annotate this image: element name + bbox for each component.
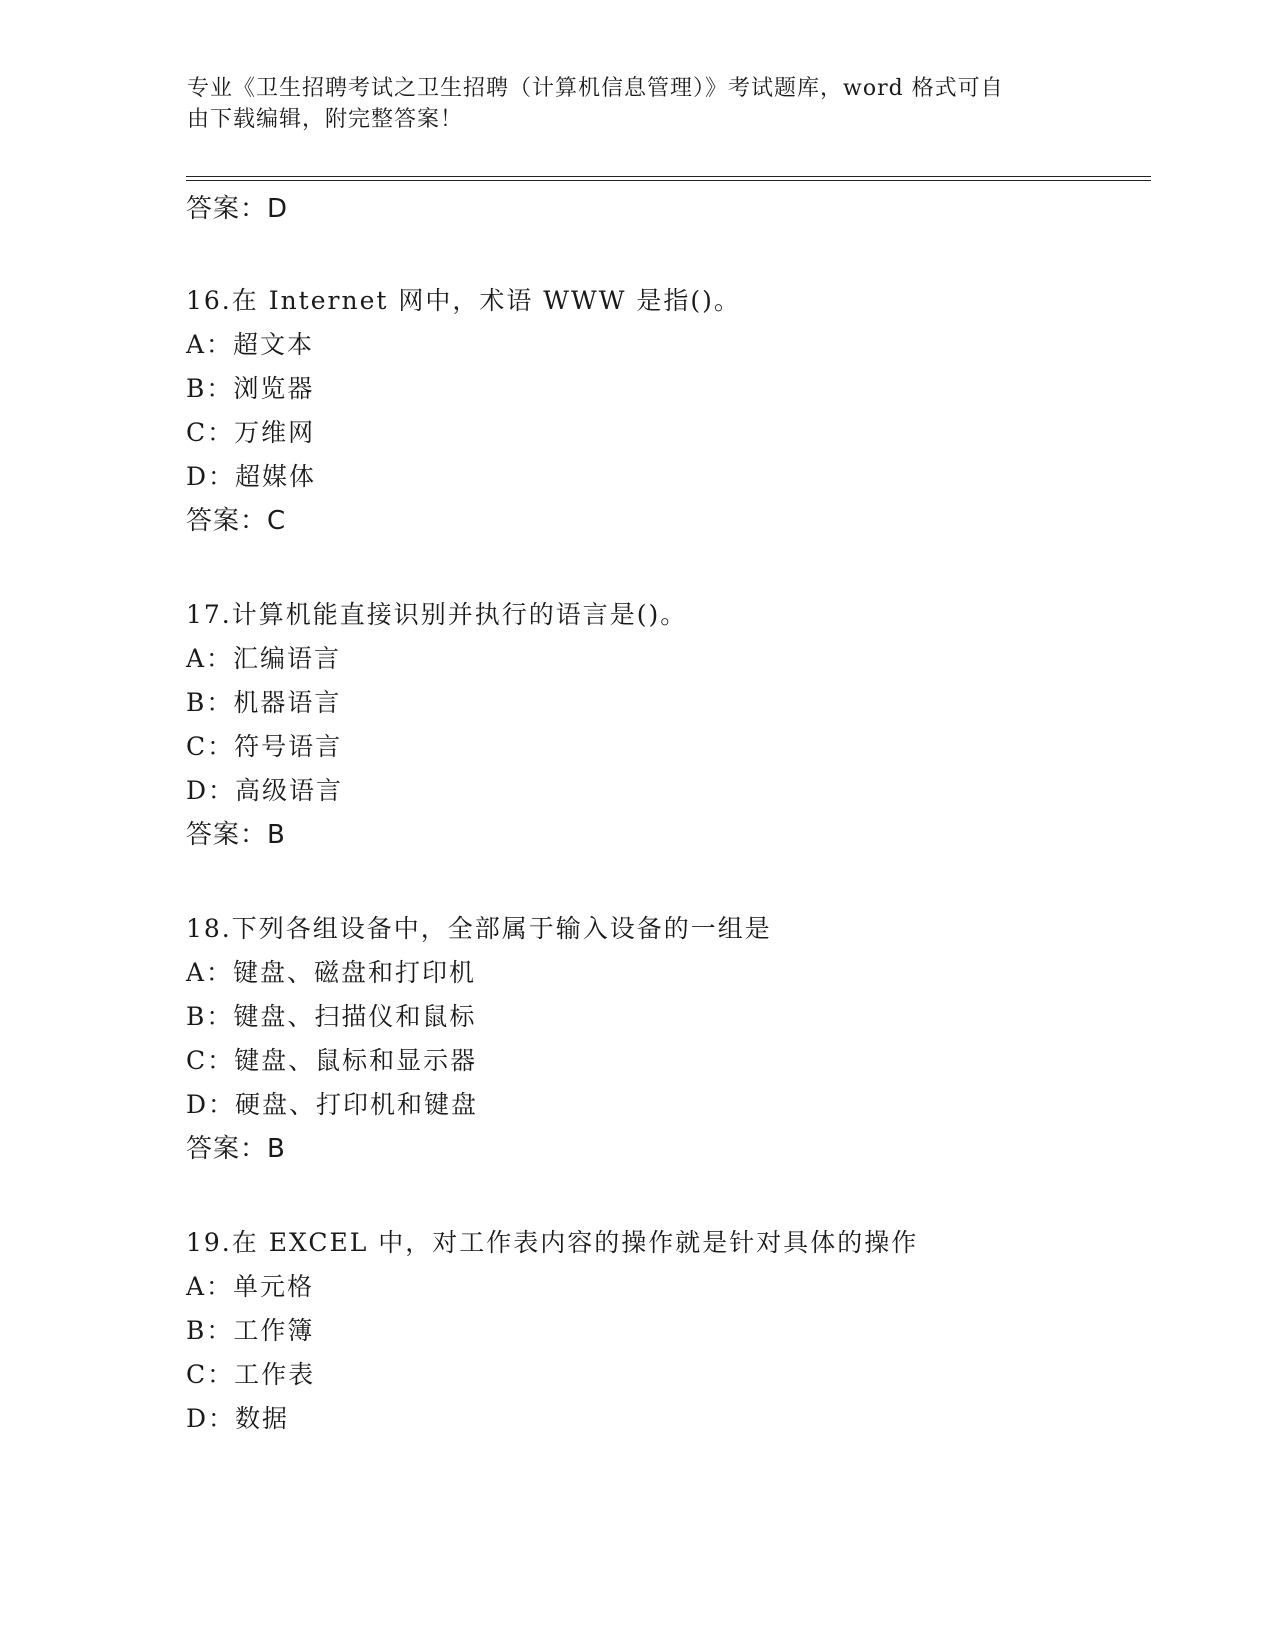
header-rule-bottom <box>186 180 1151 181</box>
option-d: D：数据 <box>186 1404 290 1433</box>
header-rule-top <box>186 176 1151 177</box>
question-stem: 16.在 Internet 网中，术语 WWW 是指()。 <box>186 286 741 315</box>
option-c: C：符号语言 <box>186 732 343 761</box>
previous-answer: 答案：D <box>186 194 289 224</box>
question-stem: 17.计算机能直接识别并执行的语言是()。 <box>186 600 688 629</box>
option-a: A：汇编语言 <box>186 644 342 673</box>
question-stem: 18.下列各组设备中，全部属于输入设备的一组是 <box>186 914 772 943</box>
option-d: D：高级语言 <box>186 776 344 805</box>
option-c: C：工作表 <box>186 1360 316 1389</box>
question-stem: 19.在 EXCEL 中，对工作表内容的操作就是针对具体的操作 <box>186 1228 919 1257</box>
option-c: C：键盘、鼠标和显示器 <box>186 1046 478 1075</box>
option-b: B：浏览器 <box>186 374 315 403</box>
option-b: B：键盘、扫描仪和鼠标 <box>186 1002 477 1031</box>
option-b: B：工作簿 <box>186 1316 315 1345</box>
header-line-1: 专业《卫生招聘考试之卫生招聘（计算机信息管理）》考试题库，word 格式可自 <box>187 76 1004 101</box>
option-a: A：键盘、磁盘和打印机 <box>186 958 477 987</box>
option-d: D：超媒体 <box>186 462 317 491</box>
header-line-2: 由下载编辑，附完整答案！ <box>187 107 464 132</box>
option-c: C：万维网 <box>186 418 316 447</box>
answer: 答案：B <box>186 1134 286 1164</box>
option-d: D：硬盘、打印机和键盘 <box>186 1090 479 1119</box>
answer: 答案：C <box>186 506 287 536</box>
option-a: A：超文本 <box>186 330 315 359</box>
option-b: B：机器语言 <box>186 688 342 717</box>
option-a: A：单元格 <box>186 1272 315 1301</box>
answer: 答案：B <box>186 820 286 850</box>
